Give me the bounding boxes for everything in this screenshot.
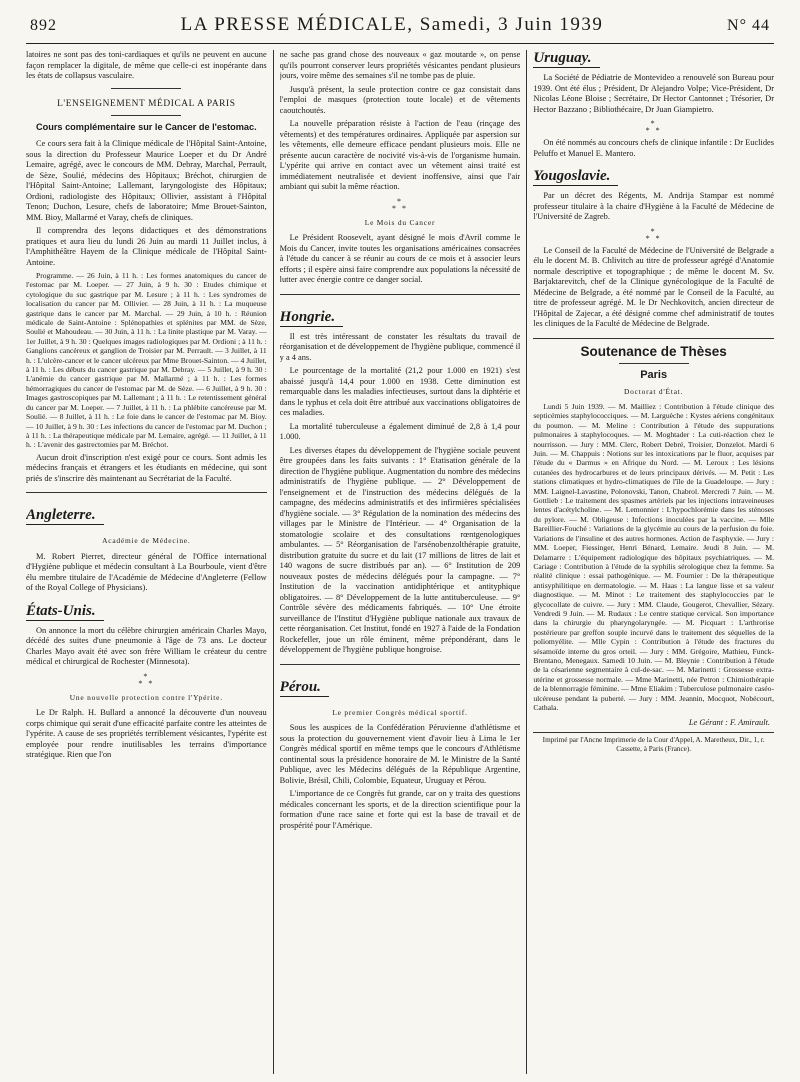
divider [280, 664, 521, 665]
imprint: Imprimé par l'Ancne Imprimerie de la Cour d'Appel, A. Maretheux, Dir., 1, r. Cassette, à Paris (France). [542, 735, 765, 753]
section-title-uruguay: Uruguay. [533, 50, 599, 68]
paragraph: Jusqu'à présent, la seule protection contre ce gaz consistait dans l'emploi de masques (protection toute locale) et de vêtements caoutchoutés. [279, 84, 521, 115]
subheading-doctorat: Doctorat d'État. [624, 386, 684, 396]
section-title-theses: Soutenance de Thèses [580, 343, 727, 359]
paragraph: latoires ne sont pas des toni-cardiaques et qu'ils ne peuvent en aucune façon remplacer la digitale, de même que celle-ci est inopérante dans les états de collapsus vasculaire. [26, 50, 267, 80]
paragraph: Il est très intéressant de constater les résultats du travail de réorganisation et de développement de l'hygiène publique, commencé il y a 4 ans. [279, 331, 521, 362]
divider [111, 115, 181, 116]
programme: Programme. — 26 Juin, à 11 h. : Les formes anatomiques du cancer de l'estomac par M. Loeper. — 27 Juin, à 9 h. 30 : Etudes chimique et cytologique du suc gastrique par M. Lesure ; à 11 h. : Les syndromes de localisation du cancer par M. Ollivier. — 28 Juin, à 11 h. : La muqueuse gastrique dans le cancer par M. Marchal. — 29 Juin, à 10 h. : Réunion médicale de Saint-Antoine : Splénopathies et splénites par MM. de Sèze, Soulié et Mahoudeau. — 30 Juin, à 11 h. : La linite plastique par M. Varay. — 1er Juillet, à 9 h. 30 : Quelques images radiologiques par M. Ordioni ; à 11 h. : Ganglions cancéreux et ganglion de Troisier par M. Perrault. — 3 Juillet, à 11 h. : L'ulcère-cancer et le cancer ulcéreux par Mme Brouet-Sainton. — 4 Juillet, à 11 h. : Les débuts du cancer gastrique par M. Debray. — 5 Juillet, à 9 h. 30 : L'anémie du cancer gastrique par M. Mallarmé ; à 11 h. : Les formes hémorragiques du cancer de l'estomac par M. de Sèze. — 6 Juillet, à 9 h. 30 : Images gastroscopiques par M. Lallemant ; à 11 h. : Le retentissement général du cancer par M. Loeper. — 7 Juillet, à 11 h. : La phlébite cancéreuse par M. Soulié. — 8 Juillet, à 11 h. : Le foie dans le cancer de l'estomac par M. Bioy. — 10 Juillet, à 9 h. 30 : Les infections du cancer de l'estomac par M. Duchon ; à 11 h. : La thérapeutique médicale par M. Lemaire, agrégé. — 11 Juillet, à 11 h. : L'avenir des gastrectomies par M. Bréchot. [26, 271, 267, 450]
section-title-perou: Pérou. [280, 679, 329, 697]
paragraph: On été nommés au concours chefs de clinique infantile : Dr Euclides Peluffo et Manuel E. Mantero. [533, 138, 774, 158]
masthead: LA PRESSE MÉDICALE, Samedi, 3 Juin 1939 [180, 14, 604, 35]
subheading-congres: Le premier Congrès médical sportif. [332, 707, 468, 717]
divider [111, 88, 181, 89]
subheading-mois-cancer: Le Mois du Cancer [364, 217, 436, 227]
paragraph: Le Dr Ralph. H. Bullard a annoncé la découverte d'un nouveau corps chimique qui serait d'une efficacité parfaite contre les atteintes de l'ypérite. A cause de ses propriétés terriblement vésicantes, l'ypérite est employée pour rendre inutilisables les terrains d'importance stratégique. Rien que l'on [26, 708, 267, 760]
divider [26, 492, 267, 493]
ornament-stars: * * * [645, 119, 662, 135]
running-header [26, 14, 774, 44]
ornament-stars: * * * [645, 226, 662, 243]
paragraph: L'importance de ce Congrès fut grande, car on y traita des questions médicales concernant les sports, et de la direction scientifique pour la formation d'une race saine et forte qui est la base de travail et de prospérité pour l'Amérique. [279, 789, 521, 830]
paragraph: Les diverses étapes du développement de l'hygiène sociale peuvent être groupées dans les faits suivants : 1° Etatisation générale de la direction de l'hygiène publique. Augmentation du nombre des médecins administratifs de l'hygiène publique. — 2° Développement de l'enseignement et de l'instruction des médecins délégués de la campagne, des médecins administratifs et des infirmières spécialisées d'hygiène sociale. — 3° Régulation de la nomination des médecins des villages par le Ministre de l'Intérieur. — 4° Organisation de la stomatologie scolaire et des consultations rœntgenologiques ambulantes. — 5° Réorganisation de l'arsénobenzolthérapie gratuite, distribution gratuite du sucre et du lait (17 millions de litres de lait et 140 wagons de sucre distribués par an). — 6° Institution de 209 nouveaux postes de médecins délégués pour la campagne. — 7° Institution de la vaccination antidiphtérique et antityphique obligatoires. — 8° Développement de la lutte antituberculeuse. — 9° Contrôle sévère des médicaments fabriqués. — 10° Une étroite surveillance de l'Institut d'Hygiène publique nationale aux travaux de cette réorganisation. Cet Institut, fondé en 1927 à l'aide de la Fondation Rockefeller, joue un rôle éminent, même prépondérant, dans le développement de l'hygiène publique hongroise. [279, 445, 521, 654]
section-title-etats-unis: États-Unis. [26, 603, 104, 621]
issue-number: N° 44 [727, 17, 770, 34]
subheading-academie: Académie de Médecine. [102, 536, 191, 546]
divider [533, 732, 774, 733]
ornament-stars: * * * [138, 671, 155, 688]
section-heading-enseignement: L'ENSEIGNEMENT MÉDICAL A PARIS [57, 98, 236, 109]
paragraph: Il comprendra des leçons didactiques et des démonstrations pratiques et aura lieu du lundi 26 Juin au mardi 11 Juillet inclus, à l'Amphithéâtre Hayem de la Clinique médicale de l'Hôpital Saint-Antoine. [26, 226, 267, 267]
column-rule [273, 50, 274, 1074]
paragraph: Par un décret des Régents, M. Andrija Stampar est nommé professeur titulaire à la chaire d'Hygiène à la Faculté de Médecine de l'Université de Zagreb. [533, 191, 774, 221]
paragraph: Le pourcentage de la mortalité (21,2 pour 1.000 en 1921) s'est abaissé jusqu'à 14,4 pour 1.000 en 1938. Cette diminution est remarquable dans les maladies infectieuses, surtout dans la diphtérie et dans le typhus et cela doit être attribué aux vaccinations obligatoires de ces maladies. [279, 366, 521, 417]
section-title-angleterre: Angleterre. [26, 507, 104, 525]
divider [619, 363, 689, 364]
subheading-yperite: Une nouvelle protection contre l'Ypérite. [69, 692, 223, 702]
gerant-line: Le Gérant : F. Amirault. [688, 718, 770, 728]
page-number: 892 [30, 17, 57, 34]
paragraph: La mortalité tuberculeuse a également diminué de 2,8 à 1,4 pour 1.000. [279, 421, 521, 441]
theses-list: Lundi 5 Juin 1939. — M. Mailliez : Contribution à l'étude clinique des septicémies staphylococciques. — M. Larguèche : Kystes aériens congénitaux du poumon. — M. Meline : Contribution à l'étude des suppurations pulmonaires à staphylocoques. — M. Moghtader : La cuti-réaction chez le nourrisson. — Jury : MM. Clerc, Robert Debré, Troisier, Donzelot. Mardi 6 Juin. — M. Chappuis : Notions sur les intoxications par le fluor, acquises par l'étude du « Darmus » en Afrique du Nord. — M. Leroux : Les lésions cutanées des hydrocarbures et de leurs principaux dérivés. — M. Petit : Les stations climatiques et hydro-climatiques de l'île de la Guadeloupe. — Jury : MM. Laignel-Lavastine, Polonovski, Tanon, Chabrol. Mercredi 7 Juin. — M. Gottlieb : Le traitement des spasmes artériels par les injections intraveineuses lentes d'acétylcholine. — M. Lemonnier : L'hypochlorémie dans les sténoses du pylore. — M. Obligeuse : Infections inoculées par la vaccine. — Mlle Bareillier-Fouché : Variations de la glycémie au cours de la perfusion du foie. Variations de l'insuline et des autres hormones. Action de l'asphyxie. — Jury : MM. Loeper, Fiessinger, Henri Bénard, Lemaire. Jeudi 8 Juin. — M. Delamarre : L'équipement radiologique des hôpitaux psychiatriques. — M. Cariage : Contribution à l'étude de la syphilis sérologique chez la femme. Sa réalité clinique : essai pathogénique. — M. Fournier : De la thérapeutique antisyphilitique en dermatologie. — M. Haas : La langue lisse et sa valeur diagnostique. — M. Minot : Le traitement des staphylococcies par le glycocollate de cuivre. — Jury : MM. Claude, Gougerot, Chevallier, Sézary. Vendredi 9 Juin. — M. Rudaux : Le centre statique cervical. Son importance dans la chirurgie du pharyngolaryngée. — M. Picquart : L'arthrorise postérieure par greffon souple incurvé dans le traitement des séquelles de la poliomyélite. — Mlle Cypin : Contribution à l'étude des fractures du sésamoïde interne du gros orteil. — Jury : MM. Grégoire, Mathieu, Funck-Brentano, Menegaux. Samedi 10 Juin. — M. Bleynie : Contribution à l'étude de la césarienne segmentaire à cul-de-sac. — M. Marinetti : Grossesse extra-utérine et grossesse normale. — Mme Marinetti, née Petron : Chimiothérapie de la blennorragie féminine. — Mme Eliakim : Tuberculose pulmonaire caséo-ulcéreuse pendant la puberté. — Jury : MM. Jeannin, Mocquot, Nobécourt, Cathala. [533, 402, 774, 712]
paragraph: On annonce la mort du célèbre chirurgien américain Charles Mayo, décédé des suites d'une pneumonie à l'âge de 73 ans. Le docteur Charles Mayo avait été avec son frère William le créateur du centre médical et chirurgical de Rochester (Minnesota). [26, 625, 267, 667]
paragraph: Sous les auspices de la Confédération Péruvienne d'athlétisme et sous la protection du gouvernement vient d'avoir lieu à Lima le 1er Congrès médical sportif en même temps que le concours d'Athlétisme continental sous la présidence honoraire de M. le Ministre de la Santé Publique, avec les Médecins délégués de la République Argentine, Bolivie, Brésil, Chili, Colombie, Equateur, Uruguay et Pérou. [279, 723, 521, 785]
divider [533, 338, 774, 339]
paragraph: Aucun droit d'inscription n'est exigé pour ce cours. Sont admis les médecins français et étrangers et les étudiants en médecine, qui sont priés de s'inscrire dès maintenant au Secrétariat de la Faculté. [26, 452, 267, 483]
column-2 [280, 50, 521, 1074]
paragraph: Le Conseil de la Faculté de Médecine de l'Université de Belgrade a élu le docent M. B. Chlivitch au titre de professeur agrégé d'Anatomie normale descriptive et topographique ; de même le docent M. Sv. Barjaktarevitch, chef de la Clinique gynécologique de la Faculté de Médecine de Belgrade, a été nommé par le Conseil de la Faculté, au titre de professeur agrégé. M. le Dr Nechkovitch, ancien directeur de l'Hôpital de Zajecar, a été désigné comme chef administratif de toutes les cliniques de la Faculté de Médecine de Belgrade. [533, 245, 774, 328]
section-title-yougoslavie: Yougoslavie. [533, 168, 618, 186]
paragraph: Le Président Roosevelt, ayant désigné le mois d'Avril comme le Mois du Cancer, invite toutes les organisations américaines consacrées à l'étude du cancer à se réunir au cours de ce mois et à associer leurs efforts ; il espère ainsi faire comprendre aux populations la nécessité de lutter avec énergie contre ce danger social. [279, 233, 521, 284]
section-title-hongrie: Hongrie. [280, 309, 343, 327]
paragraph: ne sache pas grand chose des nouveaux « gaz moutarde », on pense qu'ils pourront conserver leurs propriétés vésicantes pendant plusieurs jours, voire même des semaines s'il ne tombe pas de pluie. [279, 50, 521, 80]
paragraph: La Société de Pédiatrie de Montevideo a renouvelé son Bureau pour 1939. Ont été élus ; Président, Dr Alejandro Volpe; Vice-Président, Dr Nicolas Léone Bloise ; Secrétaire, Dr Hector Cantonnet ; Trésorier, Dr Hector Bazzano ; Bibliothécaire, Dr Juan Giampietro. [533, 73, 774, 114]
columns [26, 50, 774, 1074]
paragraph: La nouvelle préparation résiste à l'action de l'eau (rinçage des vêtements) et des températures ordinaires. Appliquée par aspersion sur les vêtements, elle demeure efficace pendant plusieurs mois. Elle ne présente aucun caractère de nocivité vis-à-vis de l'organisme humain. L'ypérite qui arrive en contact avec un vêtement ainsi traité est immédiatement neutralisée et devient inoffensive, ainsi que l'air ambiant qui subit la même réaction. [279, 119, 521, 191]
paragraph: Ce cours sera fait à la Clinique médicale de l'Hôpital Saint-Antoine, sous la direction du Professeur Maurice Loeper et du Dr André Lemaire, agrégé, avec le concours de MM. Debray, Marchal, Perrault, de Sèze, Soulié, médecins des Hôpitaux; Bréchot, chirurgien de l'Hôpital Saint-Antoine; Lallemant, laryngologiste des Hôpitaux; Ordioni, radiologiste des Hôpitaux; Ollivier, assistant à l'Hôpital Tenon; Duchon, Lesure, chefs de laboratoire; Mme Brouet-Sainton, MM. Bioy, Mallarmé et Varay, chefs de cliniques. [26, 139, 267, 222]
column-rule [526, 50, 527, 1074]
divider [280, 294, 521, 295]
subheading-paris: Paris [640, 369, 668, 381]
paragraph: M. Robert Pierret, directeur général de l'Office international d'Hygiène publique et médecin consultant à La Bourboule, vient d'être élu membre titulaire de l'Académie de Médecine d'Angleterre (Fellow of the Royal College of Physicians). [26, 551, 267, 593]
ornament-stars: * * * [392, 196, 408, 213]
course-title: Cours complémentaire sur le Cancer de l'estomac. [35, 122, 257, 132]
column-3 [533, 50, 774, 1074]
column-1 [26, 50, 267, 1074]
